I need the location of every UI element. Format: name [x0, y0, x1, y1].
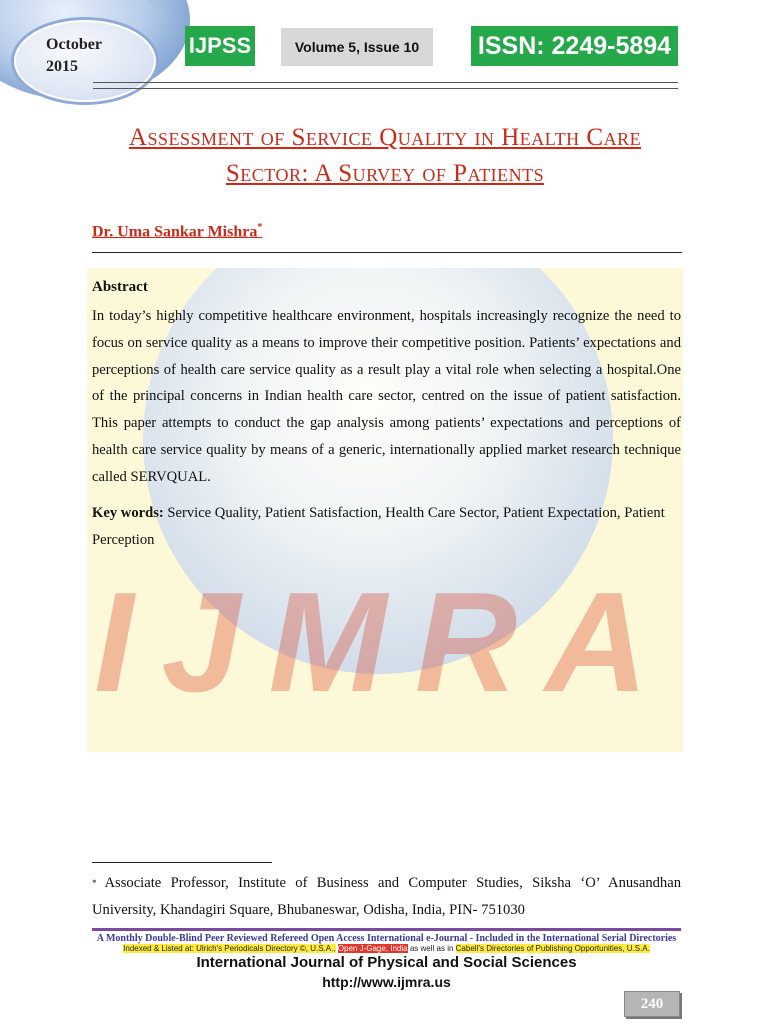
- footer-indexing: [92, 944, 681, 953]
- issue-month: October: [46, 36, 102, 53]
- author-affiliation-footnote: [92, 870, 681, 924]
- author-name-text: Dr. Uma Sankar Mishra: [92, 223, 258, 241]
- footnote-divider: [92, 862, 272, 863]
- page-number: 240: [624, 991, 680, 1017]
- article-title-line-1: Assessment of Service Quality in Health Care: [128, 124, 642, 151]
- author-divider: [92, 252, 682, 253]
- header-swoosh-line: [150, 0, 473, 1]
- indexing-cabell: Cabell’s Directories of Publishing Opportunities, U.S.A.: [455, 944, 650, 953]
- journal-abbreviation: IJPSS: [185, 26, 255, 66]
- journal-name: International Journal of Physical and Social Sciences: [196, 954, 577, 971]
- issue-date: [46, 34, 102, 78]
- author-name: [92, 222, 262, 241]
- footnote-mark: *: [92, 878, 97, 888]
- indexing-jgage: Open J-Gage, India: [337, 944, 408, 953]
- issue-year: 2015: [46, 58, 78, 75]
- journal-url[interactable]: http://www.ijmra.us: [322, 974, 451, 990]
- issn-label: ISSN: 2249-5894: [471, 26, 678, 66]
- abstract-body: In today’s highly competitive healthcare environment, hospitals increasingly recognize the need to focus on service quality as a means to improve their competitive position. Patients’ expectations and perceptions of health care service quality as a result play a vital role when selecting a hospital.One of the principal concerns in Indian health care sector, centred on the issue of patient satisfaction. This paper attempts to conduct the gap analysis among patients’ expectations and perceptions of health care service quality by means of a generic, internationally applied market research technique called SERVQUAL.: [92, 308, 681, 485]
- keywords-list: Service Quality, Patient Satisfaction, Health Care Sector, Patient Expectation, Patient Perception: [92, 505, 665, 548]
- footer-description: A Monthly Double-Blind Peer Reviewed Refereed Open Access International e-Journal - Included in the International Serial Directories: [96, 933, 677, 944]
- footnote-text: Associate Professor, Institute of Business and Computer Studies, Siksha ‘O’ Anusandhan University, Khandagiri Square, Bhubaneswar, Odisha, India, PIN- 751030: [92, 875, 681, 918]
- article-title-line-2: Sector: A Survey of Patients: [225, 160, 545, 187]
- indexing-connector: as well as in: [409, 944, 454, 953]
- volume-issue-label: Volume 5, Issue 10: [281, 28, 433, 66]
- header-divider: [93, 82, 678, 89]
- keywords: [92, 500, 681, 554]
- footer-divider: [92, 928, 681, 931]
- watermark-logo: IJMRA: [94, 563, 676, 722]
- abstract-heading: Abstract: [92, 279, 148, 295]
- indexing-ulrich: Indexed & Listed at: Ulrich's Periodicals Directory ©, U.S.A.,: [123, 944, 336, 953]
- keywords-label: Key words:: [92, 505, 164, 521]
- author-footnote-mark: *: [257, 222, 263, 233]
